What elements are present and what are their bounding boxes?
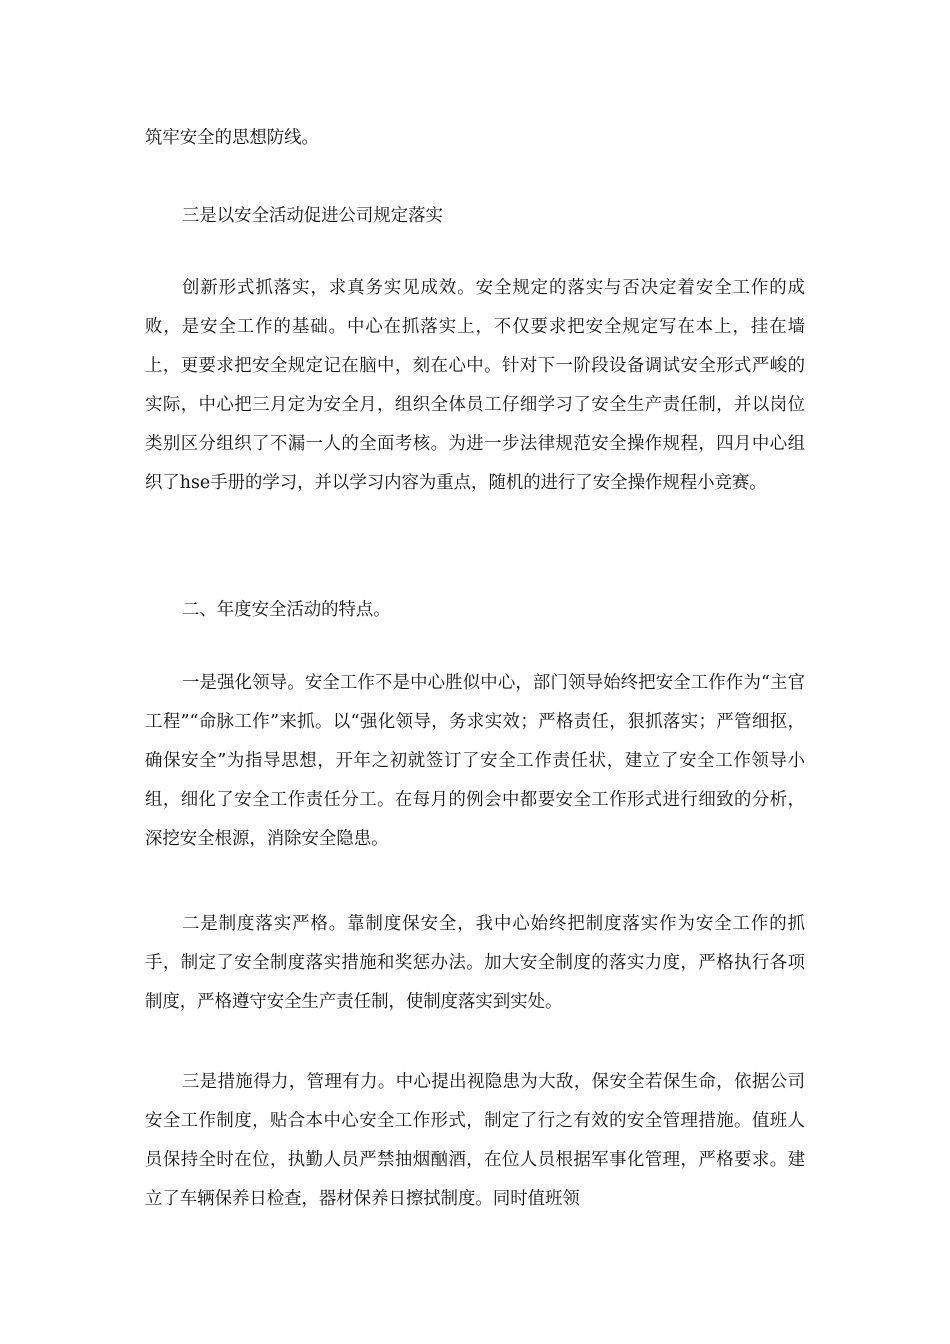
section-heading-features: 二、年度安全活动的特点。: [182, 600, 391, 620]
paragraph-continuation: 筑牢安全的思想防线。: [145, 128, 319, 148]
section-heading-3: 三是以安全活动促进公司规定落实: [182, 206, 443, 226]
paragraph-implementation: 创新形式抓落实，求真务实见成效。安全规定的落实与否决定着安全工作的成败，是安全工作的基础。中心在抓落实上，不仅要求把安全规定写在本上，挂在墙上，更要求把安全规定记在脑中，刻在心中。针对下一阶段设备调试安全形式严峻的实际，中心把三月定为安全月，组织全体员工仔细学习了安全生产责任制，并以岗位类别区分组织了不漏一人的全面考核。为进一步法律规范安全操作规程，四月中心组织了hse手册的学习，并以学习内容为重点，随机的进行了安全操作规程小竞赛。: [145, 278, 805, 493]
paragraph-system: 二是制度落实严格。靠制度保安全，我中心始终把制度落实作为安全工作的抓手，制定了安全制度落实措施和奖惩办法。加大安全制度的落实力度，严格执行各项制度，严格遵守安全生产责任制，使制度落实到实处。: [145, 914, 805, 1012]
paragraph-leadership: 一是强化领导。安全工作不是中心胜似中心，部门领导始终把安全工作作为“主官工程”“命脉工作”来抓。以“强化领导，务求实效；严格责任，狠抓落实；严管细抠，确保安全”为指导思想，开年之初就签订了安全工作责任状，建立了安全工作领导小组，细化了安全工作责任分工。在每月的例会中都要安全工作形式进行细致的分析，深挖安全根源，消除安全隐患。: [145, 673, 805, 849]
paragraph-measures: 三是措施得力，管理有力。中心提出视隐患为大敌，保安全若保生命，依据公司安全工作制度，贴合本中心安全工作形式，制定了行之有效的安全管理措施。值班人员保持全时在位，执勤人员严禁抽烟酗酒，在位人员根据军事化管理，严格要求。建立了车辆保养日检查，器材保养日擦拭制度。同时值班领: [145, 1072, 805, 1209]
